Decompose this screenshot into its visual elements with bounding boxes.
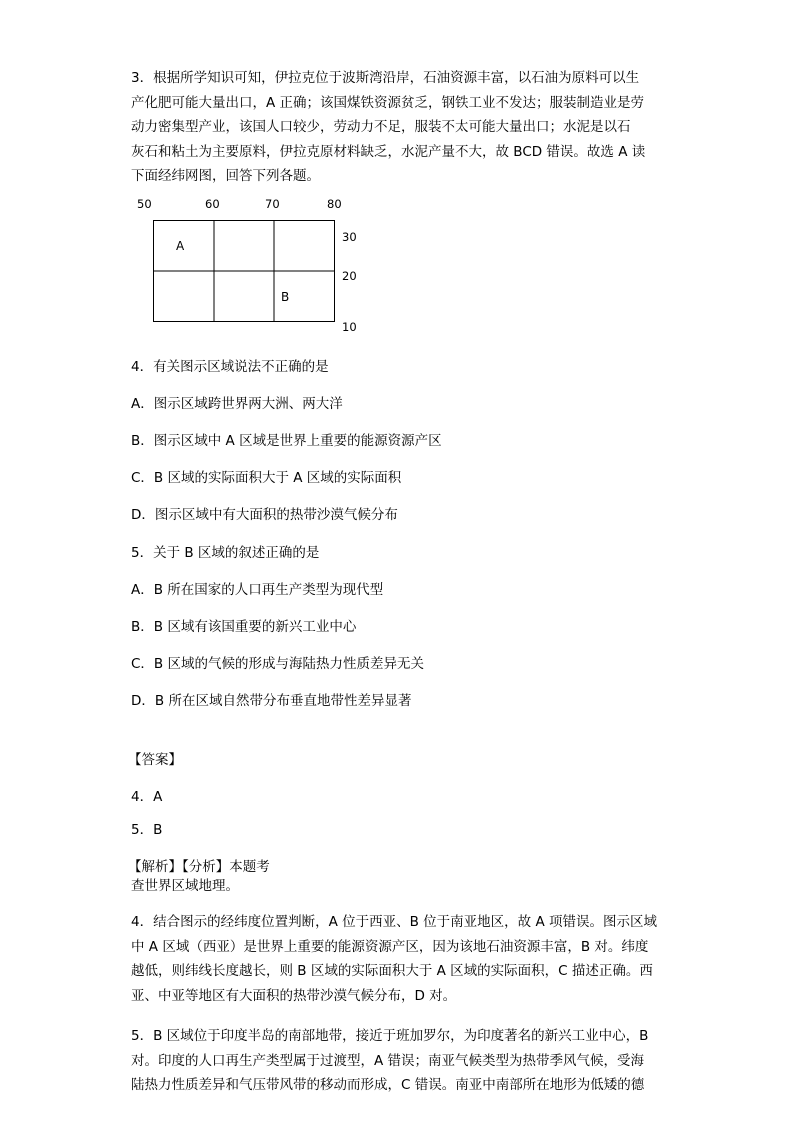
question-4-option-d: D．图示区域中有大面积的热带沙漠气候分布 [131, 507, 398, 523]
lat-long-grid-figure [131, 194, 371, 340]
analysis-paragraph-4 [131, 910, 671, 1008]
intro-paragraph [131, 66, 671, 189]
analysis-heading: 【解析】【分析】本题考 [128, 859, 270, 875]
longitude-label: 70 [265, 197, 280, 211]
latitude-label: 20 [342, 269, 357, 283]
analysis-line: 陆热力性质差异和气压带风带的移动而形成，C 错误。南亚中南部所在地形为低矮的德 [131, 1077, 645, 1093]
question-4-option-c: C．B 区域的实际面积大于 A 区域的实际面积 [131, 470, 402, 486]
region-b-label: B [281, 290, 290, 304]
answer-5: 5．B [131, 822, 163, 838]
answer-heading: 【答案】 [128, 752, 182, 768]
longitude-label: 50 [137, 197, 152, 211]
analysis-line: 越低，则纬线长度越长，则 B 区域的实际面积大于 A 区域的实际面积，C 描述正确。西 [131, 963, 653, 979]
analysis-line: 5．B 区域位于印度半岛的南部地带，接近于班加罗尔，为印度著名的新兴工业中心，B [131, 1028, 649, 1044]
latitude-label: 30 [342, 230, 357, 244]
lat-long-grid [131, 194, 371, 340]
question-5-option-d: D．B 所在区域自然带分布垂直地带性差异显著 [131, 693, 412, 709]
analysis-line: 亚、中亚等地区有大面积的热带沙漠气候分布，D 对。 [131, 987, 457, 1004]
analysis-line: 4．结合图示的经纬度位置判断，A 位于西亚、B 位于南亚地区，故 A 项错误。图示区域 [131, 914, 657, 930]
answer-4: 4．A [131, 789, 163, 805]
grid-lines [154, 221, 335, 322]
intro-line: 下面经纬网图，回答下列各题。 [131, 168, 320, 184]
question-4-stem: 4．有关图示区域说法不正确的是 [131, 359, 329, 375]
question-5-option-b: B．B 区域有该国重要的新兴工业中心 [131, 619, 357, 635]
question-5-stem: 5．关于 B 区域的叙述正确的是 [131, 545, 320, 561]
region-a-label: A [176, 239, 185, 253]
analysis-heading-continued: 查世界区域地理。 [131, 878, 239, 894]
intro-line: 3．根据所学知识可知，伊拉克位于波斯湾沿岸，石油资源丰富，以石油为原料可以生 [131, 70, 640, 86]
question-4-option-a: A．图示区域跨世界两大洲、两大洋 [131, 396, 343, 412]
analysis-line: 对。印度的人口再生产类型属于过渡型，A 错误；南亚气候类型为热带季风气候，受海 [131, 1052, 645, 1069]
question-5-option-a: A．B 所在国家的人口再生产类型为现代型 [131, 582, 384, 598]
question-4-option-b: B．图示区域中 A 区域是世界上重要的能源资源产区 [131, 433, 442, 449]
longitude-label: 80 [327, 197, 342, 211]
analysis-line: 中 A 区域（西亚）是世界上重要的能源资源产区，因为该地石油资源丰富，B 对。纬度 [131, 938, 649, 955]
latitude-label: 10 [342, 320, 357, 334]
intro-line: 产化肥可能大量出口，A 正确；该国煤铁资源贫乏，钢铁工业不发达；服装制造业是劳 [131, 94, 645, 111]
intro-line: 动力密集型产业，该国人口较少，劳动力不足，服装不太可能大量出口；水泥是以石 [131, 119, 631, 135]
analysis-paragraph-5 [131, 1024, 671, 1098]
question-5-option-c: C．B 区域的气候的形成与海陆热力性质差异无关 [131, 656, 424, 672]
intro-line: 灰石和粘土为主要原料，伊拉克原材料缺乏，水泥产量不大，故 BCD 错误。故选 A 读 [131, 143, 646, 160]
longitude-label: 60 [205, 197, 220, 211]
